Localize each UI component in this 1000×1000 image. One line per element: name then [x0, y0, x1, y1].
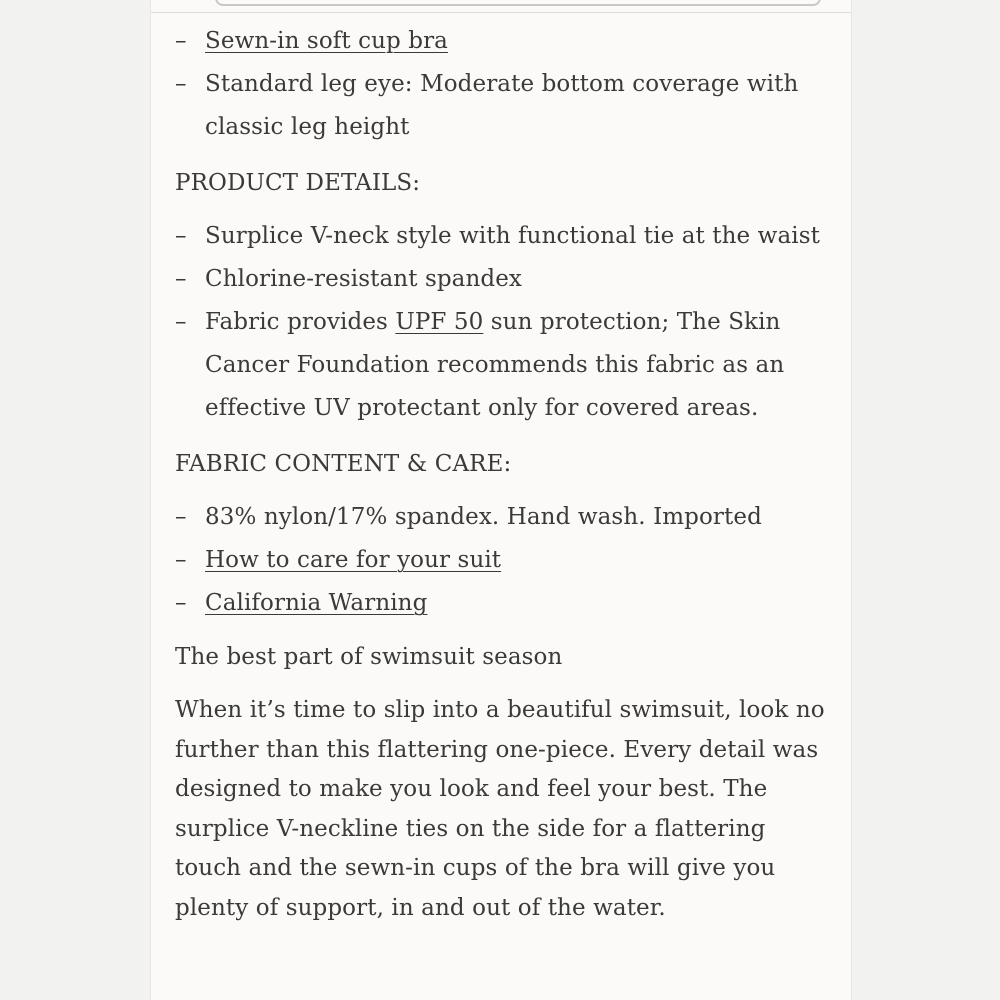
feature-title: The best part of swimsuit season [175, 644, 563, 670]
product-detail-text: Chlorine-resistant spandex [205, 266, 523, 292]
list-item [175, 20, 835, 63]
dash-bullet: – [175, 71, 187, 97]
list-item [175, 258, 835, 301]
fabric-care-heading: FABRIC CONTENT & CARE: [175, 451, 512, 477]
care-instructions-link[interactable]: How to care for your suit [205, 547, 502, 573]
top-input-edge [215, 0, 821, 6]
list-item [175, 301, 835, 430]
list-item [175, 63, 835, 149]
dash-bullet: – [175, 266, 187, 292]
list-item [175, 215, 835, 258]
dash-bullet: – [175, 223, 187, 249]
fabric-content-text: 83% nylon/17% spandex. Hand wash. Imported [205, 504, 762, 530]
product-detail-text: Surplice V-neck style with functional tie at the waist [205, 223, 820, 249]
dash-bullet: – [175, 590, 187, 616]
dash-bullet: – [175, 309, 187, 335]
dash-bullet: – [175, 28, 187, 54]
california-warning-link[interactable]: California Warning [205, 590, 428, 616]
leg-eye-text: Standard leg eye: Moderate bottom coverage with classic leg height [205, 71, 799, 140]
upf-text-before: Fabric provides [205, 309, 396, 335]
description-content [175, 20, 835, 928]
list-item [175, 539, 835, 582]
product-details-heading: PRODUCT DETAILS: [175, 170, 421, 196]
fit-features-list [175, 20, 835, 149]
upf-50-link[interactable]: UPF 50 [395, 309, 484, 335]
product-description-panel [150, 0, 852, 1000]
list-item [175, 496, 835, 539]
product-details-list [175, 215, 835, 430]
feature-body: When it’s time to slip into a beautiful swimsuit, look no further than this flattering one-piece. Every detail was designed to make you look and feel your best. The surplice V-neckline ties on the side for a flattering touch and the sewn-in cups of the bra will give you plenty of support, in and out of the water. [175, 697, 825, 921]
fabric-care-list [175, 496, 835, 625]
dash-bullet: – [175, 547, 187, 573]
upf-text-after: sun protection; The Skin Cancer Foundation recommends this fabric as an effective UV protectant only for covered areas. [205, 309, 785, 421]
dash-bullet: – [175, 504, 187, 530]
list-item [175, 582, 835, 625]
top-divider [151, 12, 851, 13]
sewn-in-bra-link[interactable]: Sewn-in soft cup bra [205, 28, 448, 54]
